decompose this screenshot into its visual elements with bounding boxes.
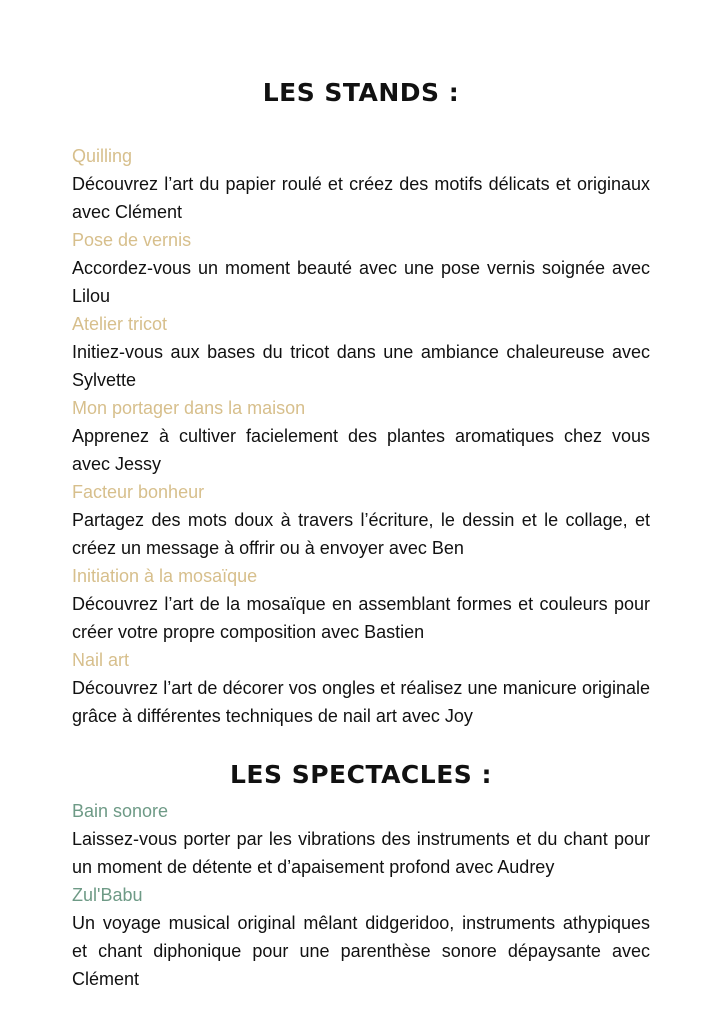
stand-item-facteur-bonheur	[72, 478, 650, 562]
spectacles-list	[72, 797, 650, 993]
stand-description: Accordez-vous un moment beauté avec une pose vernis soignée avec Lilou	[72, 258, 650, 306]
stand-name: Facteur bonheur	[72, 482, 205, 502]
stand-item-quilling	[72, 142, 650, 226]
stand-description: Découvrez l’art du papier roulé et créez des motifs délicats et originaux avec Clément	[72, 174, 650, 222]
spectacle-item-zulbabu	[72, 881, 650, 993]
spectacle-name: Bain sonore	[72, 801, 169, 821]
stands-list	[72, 142, 650, 730]
stand-name: Mon portager dans la maison	[72, 398, 306, 418]
spectacle-description: Laissez-vous porter par les vibrations des instruments et du chant pour un moment de détente et d’apaisement profond avec Audrey	[72, 829, 650, 877]
spectacle-item-bain-sonore	[72, 797, 650, 881]
stand-item-mosaique	[72, 562, 650, 646]
stand-item-atelier-tricot	[72, 310, 650, 394]
stand-description: Découvrez l’art de décorer vos ongles et réalisez une manicure originale grâce à différentes techniques de nail art avec Joy	[72, 678, 650, 726]
stand-name: Atelier tricot	[72, 314, 168, 334]
stand-item-nail-art	[72, 646, 650, 730]
stand-item-potager	[72, 394, 650, 478]
stands-heading: LES STANDS :	[262, 78, 460, 107]
stand-item-pose-de-vernis	[72, 226, 650, 310]
stand-description: Partagez des mots doux à travers l’écriture, le dessin et le collage, et créez un message à offrir ou à envoyer avec Ben	[72, 510, 650, 558]
stand-description: Apprenez à cultiver facielement des plantes aromatiques chez vous avec Jessy	[72, 426, 650, 474]
stand-name: Nail art	[72, 650, 130, 670]
stand-name: Initiation à la mosaïque	[72, 566, 258, 586]
spectacle-description: Un voyage musical original mêlant didgeridoo, instruments athypiques et chant diphonique pour une parenthèse sonore dépaysante avec Clément	[72, 913, 650, 989]
spectacles-heading: LES SPECTACLES :	[230, 760, 492, 789]
stand-description: Initiez-vous aux bases du tricot dans une ambiance chaleureuse avec Sylvette	[72, 342, 650, 390]
stand-description: Découvrez l’art de la mosaïque en assemblant formes et couleurs pour créer votre propre composition avec Bastien	[72, 594, 650, 642]
stand-name: Quilling	[72, 146, 133, 166]
stand-name: Pose de vernis	[72, 230, 192, 250]
spectacle-name: Zul'Babu	[72, 885, 143, 905]
